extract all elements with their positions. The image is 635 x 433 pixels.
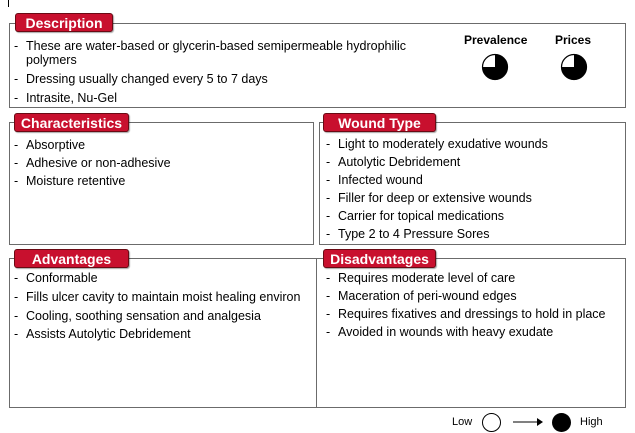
prevalence-pie-icon (481, 53, 509, 81)
prevalence-label: Prevalence (464, 33, 528, 47)
list-item: - Dressing usually changed every 5 to 7 days (12, 72, 432, 86)
list-item: - Avoided in wounds with heavy exudate (324, 325, 624, 339)
prices-pie-icon (560, 53, 588, 81)
list-item: - Cooling, soothing sensation and analgesia (12, 309, 302, 323)
wound-type-list (324, 137, 624, 245)
characteristics-title: Characteristics (14, 113, 129, 132)
disadvantages-title: Disadvantages (323, 249, 436, 268)
wound-type-title: Wound Type (323, 113, 436, 132)
list-item: - These are water-based or glycerin-based semipermeable hydrophilic polymers (12, 39, 432, 67)
list-item: - Fills ulcer cavity to maintain moist healing environ (12, 290, 302, 304)
list-item: - Assists Autolytic Debridement (12, 327, 302, 341)
legend-arrow-icon (512, 416, 544, 428)
list-item: - Moisture retentive (12, 174, 307, 188)
list-item: - Filler for deep or extensive wounds (324, 191, 624, 205)
list-item: - Intrasite, Nu-Gel (12, 91, 432, 105)
advantages-title: Advantages (14, 249, 129, 268)
list-item: - Type 2 to 4 Pressure Sores (324, 227, 624, 241)
list-item: - Autolytic Debridement (324, 155, 624, 169)
list-item: - Conformable (12, 271, 302, 285)
list-item: - Carrier for topical medications (324, 209, 624, 223)
disadvantages-list (324, 271, 624, 343)
list-item: - Absorptive (12, 138, 307, 152)
advantages-list (12, 271, 302, 345)
list-item: - Maceration of peri-wound edges (324, 289, 624, 303)
list-item: - Adhesive or non-adhesive (12, 156, 307, 170)
characteristics-list (12, 138, 307, 192)
text-cursor (8, 0, 9, 7)
description-title: Description (15, 13, 113, 32)
list-item: - Requires fixatives and dressings to hold in place (324, 307, 624, 321)
legend-high-label: High (580, 416, 603, 428)
list-item: - Requires moderate level of care (324, 271, 624, 285)
list-item: - Infected wound (324, 173, 624, 187)
prices-label: Prices (555, 33, 592, 47)
description-list (12, 39, 432, 109)
legend-low-label: Low (452, 416, 473, 428)
list-item: - Light to moderately exudative wounds (324, 137, 624, 151)
